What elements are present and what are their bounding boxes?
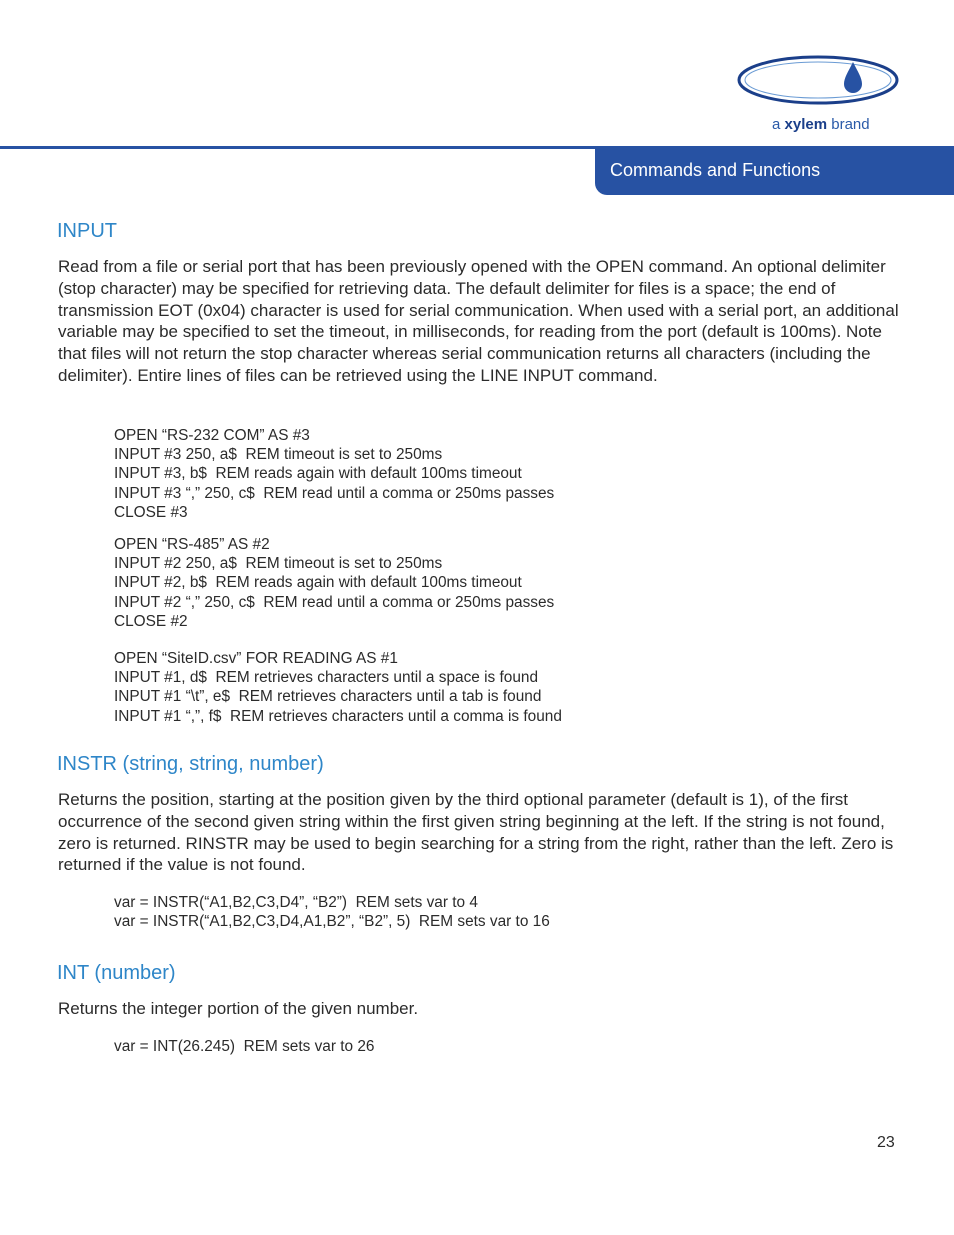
code-line: INPUT #1, d$ REM retrieves characters until a space is found — [114, 669, 539, 687]
heading-instr: INSTR (string, string, number) — [57, 753, 324, 775]
code-line: CLOSE #3 — [114, 503, 188, 521]
paragraph-int: Returns the integer portion of the given number. — [58, 999, 419, 1018]
xylem-wordmark: xylem — [784, 116, 828, 133]
paragraph-input: Read from a file or serial port that has been previously opened with the OPEN command. An optional delimiter (stop character) may be specified for retrieving data. The default delimiter for files is a space; the end of transmission EOT (0x04) character is used for serial communication. When used with a serial port, an additional variable may be specified to set the timeout, in milliseconds, for reading from the port (default is 100ms). Note that files will not return the stop character whereas serial communication returns all characters (including the delimiter). Entire lines of files can be retrieved using the LINE INPUT command. — [58, 257, 899, 385]
section-tab: Commands and Functions — [595, 146, 954, 195]
code-line: INPUT #3, b$ REM reads again with default 100ms timeout — [114, 465, 522, 483]
brand-tagline: a xylem brand — [772, 116, 870, 133]
code-line: OPEN “SiteID.csv” FOR READING AS #1 — [114, 650, 398, 667]
code-line: INPUT #2, b$ REM reads again with default 100ms timeout — [114, 574, 522, 592]
heading-input: INPUT — [57, 220, 117, 242]
code-block-instr — [114, 893, 550, 931]
code-line: OPEN “RS-485” AS #2 — [114, 536, 270, 553]
code-line: var = INT(26.245) REM sets var to 26 — [114, 1038, 375, 1055]
page-number: 23 — [877, 1134, 895, 1151]
code-block-int — [114, 1037, 374, 1056]
code-line: OPEN “RS-232 COM” AS #3 — [114, 427, 310, 444]
code-line: INPUT #1 “,”, f$ REM retrieves characters until a comma is found — [114, 707, 562, 725]
code-line: var = INSTR(“A1,B2,C3,D4,A1,B2”, “B2”, 5) REM sets var to 16 — [114, 913, 550, 931]
code-line: INPUT #1 “\t”, e$ REM retrieves characters until a tab is found — [114, 688, 542, 706]
code-line: INPUT #3 “,” 250, c$ REM read until a comma or 250ms passes — [114, 484, 555, 502]
waterlog-logo — [736, 54, 900, 106]
paragraph-instr: Returns the position, starting at the position given by the third optional parameter (default is 1), of the first occurrence of the second given string within the first given string beginning at the left. If the string is not found, zero is returned. RINSTR may be used to begin searching for a string from the right, rather than the left. Zero is returned if the value is not found. — [58, 790, 894, 875]
code-block-input-1 — [114, 426, 554, 522]
code-line: INPUT #2 “,” 250, c$ REM read until a comma or 250ms passes — [114, 593, 555, 611]
code-line: CLOSE #2 — [114, 612, 188, 630]
code-line: INPUT #3 250, a$ REM timeout is set to 250ms — [114, 446, 443, 464]
code-line: var = INSTR(“A1,B2,C3,D4”, “B2”) REM sets var to 4 — [114, 894, 478, 911]
code-line: INPUT #2 250, a$ REM timeout is set to 250ms — [114, 555, 443, 573]
code-block-input-3 — [114, 649, 562, 726]
code-block-input-2 — [114, 535, 554, 631]
heading-int: INT (number) — [57, 962, 176, 984]
